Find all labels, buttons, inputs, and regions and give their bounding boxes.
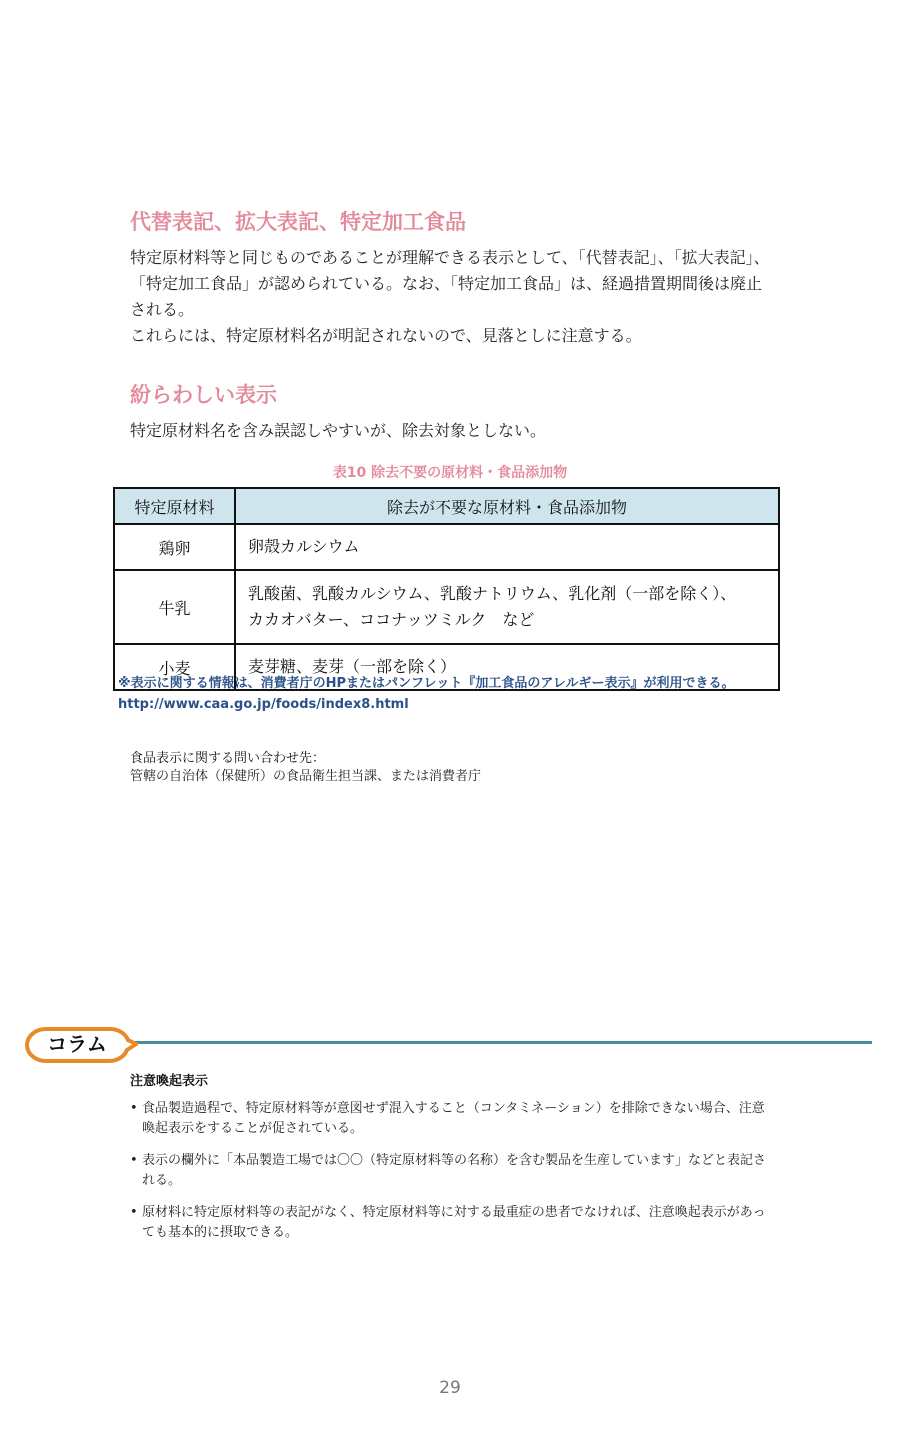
bullet-icon: • [130, 1153, 138, 1168]
table-row [114, 524, 779, 570]
list-item [130, 1151, 770, 1191]
column-divider [120, 1041, 872, 1044]
item-line: カカオバター、ココナッツミルク など [248, 610, 535, 629]
section-body-confusing-labeling [130, 418, 770, 444]
allergen-table [113, 487, 780, 691]
contact-label: 食品表示に関する問い合わせ先： [130, 751, 326, 766]
item-line: 卵殻カルシウム [248, 537, 360, 556]
bullet-icon: • [130, 1101, 138, 1116]
paragraph: 特定原材料等と同じものであることが理解できる表示として、「代替表記」、「拡大表記」、「特定加工食品」が認められている。なお、「特定加工食品」は、経過措置期間後は廃止される。 [130, 248, 770, 319]
list-item-text: 食品製造過程で、特定原材料等が意図せず混入すること（コンタミネーション）を排除できない場合、注意喚起表示をすることが促されている。 [142, 1101, 765, 1136]
column-subtitle: 注意喚起表示 [130, 1074, 209, 1089]
list-item-text: 原材料に特定原材料等の表記がなく、特定原材料等に対する最重症の患者でなければ、注意喚起表示があっても基本的に摂取できる。 [142, 1205, 766, 1240]
column-badge-label: コラム [47, 1032, 107, 1056]
paragraph: これらには、特定原材料名が明記されないので、見落としに注意する。 [130, 326, 642, 345]
column-bullet-list [130, 1099, 770, 1255]
section-body-alternative-labeling [130, 245, 770, 349]
item-line: 麦芽糖、麦芽（一部を除く） [248, 657, 457, 676]
allergen-name: 鶏卵 [114, 524, 235, 570]
allergen-exempt-items [235, 570, 779, 644]
allergen-name: 小麦 [114, 644, 235, 690]
list-item-text: 表示の欄外に「本品製造工場では〇〇（特定原材料等の名称）を含む製品を生産しています」などと表記される。 [142, 1153, 767, 1188]
list-item [130, 1203, 770, 1243]
allergen-exempt-items [235, 524, 779, 570]
table-header-cell: 除去が不要な原材料・食品添加物 [235, 488, 779, 524]
allergen-name: 牛乳 [114, 570, 235, 644]
table-caption: 表10 除去不要の原材料・食品添加物 [332, 465, 568, 481]
bullet-icon: • [130, 1205, 138, 1220]
info-url-link[interactable]: http://www.caa.go.jp/foods/index8.html [118, 697, 409, 712]
table-header-cell: 特定原材料 [114, 488, 235, 524]
page-number: 29 [439, 1378, 461, 1398]
paragraph: 特定原材料名を含み誤認しやすいが、除去対象としない。 [130, 421, 547, 440]
section-heading-alternative-labeling: 代替表記、拡大表記、特定加工食品 [130, 210, 466, 234]
section-heading-confusing-labeling: 紛らわしい表示 [130, 383, 277, 407]
item-line: 乳酸菌、乳酸カルシウム、乳酸ナトリウム、乳化剤（一部を除く）、 [248, 584, 737, 603]
info-note: ※表示に関する情報は、消費者庁のHPまたはパンフレット『加工食品のアレルギー表示』が利用できる。 [118, 676, 735, 691]
table-row [114, 570, 779, 644]
list-item [130, 1099, 770, 1139]
contact-value: 管轄の自治体（保健所）の食品衛生担当課、または消費者庁 [130, 769, 482, 784]
table-header-row [114, 488, 779, 524]
